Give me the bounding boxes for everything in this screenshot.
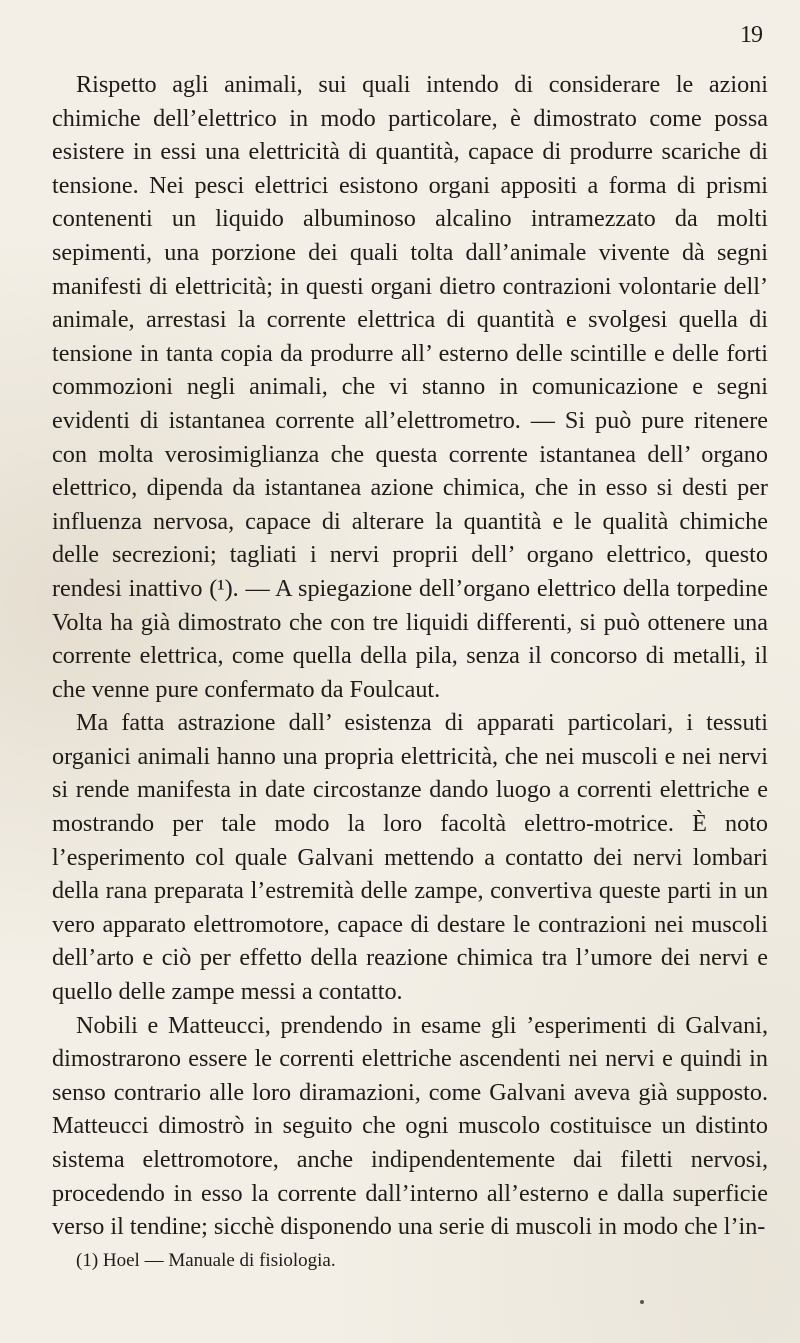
book-page [52, 22, 768, 1322]
body-text [52, 68, 768, 1244]
paragraph-animal-electricity: Ma fatta astrazione dall’ esistenza di apparati particolari, i tessuti organici animali hanno una propria elettricità, che nei muscoli e nei nervi si rende manifesta in date circostanze dando luogo a correnti elettriche e mostrando per tale modo la loro facoltà elettro-motrice. È noto l’esperimento col quale Galvani mettendo a contatto dei nervi lombari della rana preparata l’estremità delle zampe, convertiva queste parti in un vero apparato elettromotore, capace di destare le contrazioni nei muscoli dell’arto e ciò per effetto della reazione chimica tra l’umore dei nervi e quello delle zampe messi a contatto. [52, 709, 768, 1006]
paragraph-electric-fish: Rispetto agli animali, sui quali intendo di considerare le azioni chimiche dell’elettrico in modo particolare, è dimostrato come possa esistere in essi una elettricità di quantità, capace di produrre scariche di tensione. Nei pesci elettrici esistono organi appositi a forma di prismi contenenti un liquido albuminoso alcalino intramezzato da molti sepimenti, una porzione dei quali tolta dall’animale vivente dà segni manifesti di elettricità; in questi organi dietro contrazioni volontarie dell’ animale, arrestasi la corrente elettrica di quantità e svolgesi quella di tensione in tanta copia da produrre all’ esterno delle scintille e delle forti commozioni negli animali, che vi stanno in comunicazione e segni evidenti di istantanea corrente all’elettrometro. — Si può pure ritenere con molta verosimiglianza che questa corrente istantanea dell’ organo elettrico, dipenda da istantanea azione chimica, che in esso si desti per influenza nervosa, capace di alterare la quantità e le qualità chimiche delle secrezioni; tagliati i nervi proprii dell’ organo elettrico, questo rendesi inattivo (¹). — A spiegazione dell’organo elettrico della torpedine Volta ha già dimostrato che con tre liquidi differenti, si può ottenere una corrente elettrica, come quella della pila, senza il concorso di metalli, il che venne pure confermato da Foulcaut. [52, 71, 768, 703]
footnote: (1) Hoel — Manuale di fisiologia. [76, 1250, 336, 1271]
paragraph-nobili-matteucci: Nobili e Matteucci, prendendo in esame gli ’esperimenti di Galvani, dimostrarono essere le correnti elettriche ascendenti nei nervi e quindi in senso contrario alle loro diramazioni, come Galvani aveva già supposto. Matteucci dimostrò in seguito che ogni muscolo costituisce un distinto sistema elettromotore, anche indipendentemente dai filetti nervosi, procedendo in esso la corrente dall’interno all’esterno e dalla superficie verso il tendine; sicchè disponendo una serie di muscoli in modo che l’in- [52, 1011, 768, 1241]
paper-speck [640, 1300, 644, 1304]
page-number: 19 [740, 22, 762, 48]
